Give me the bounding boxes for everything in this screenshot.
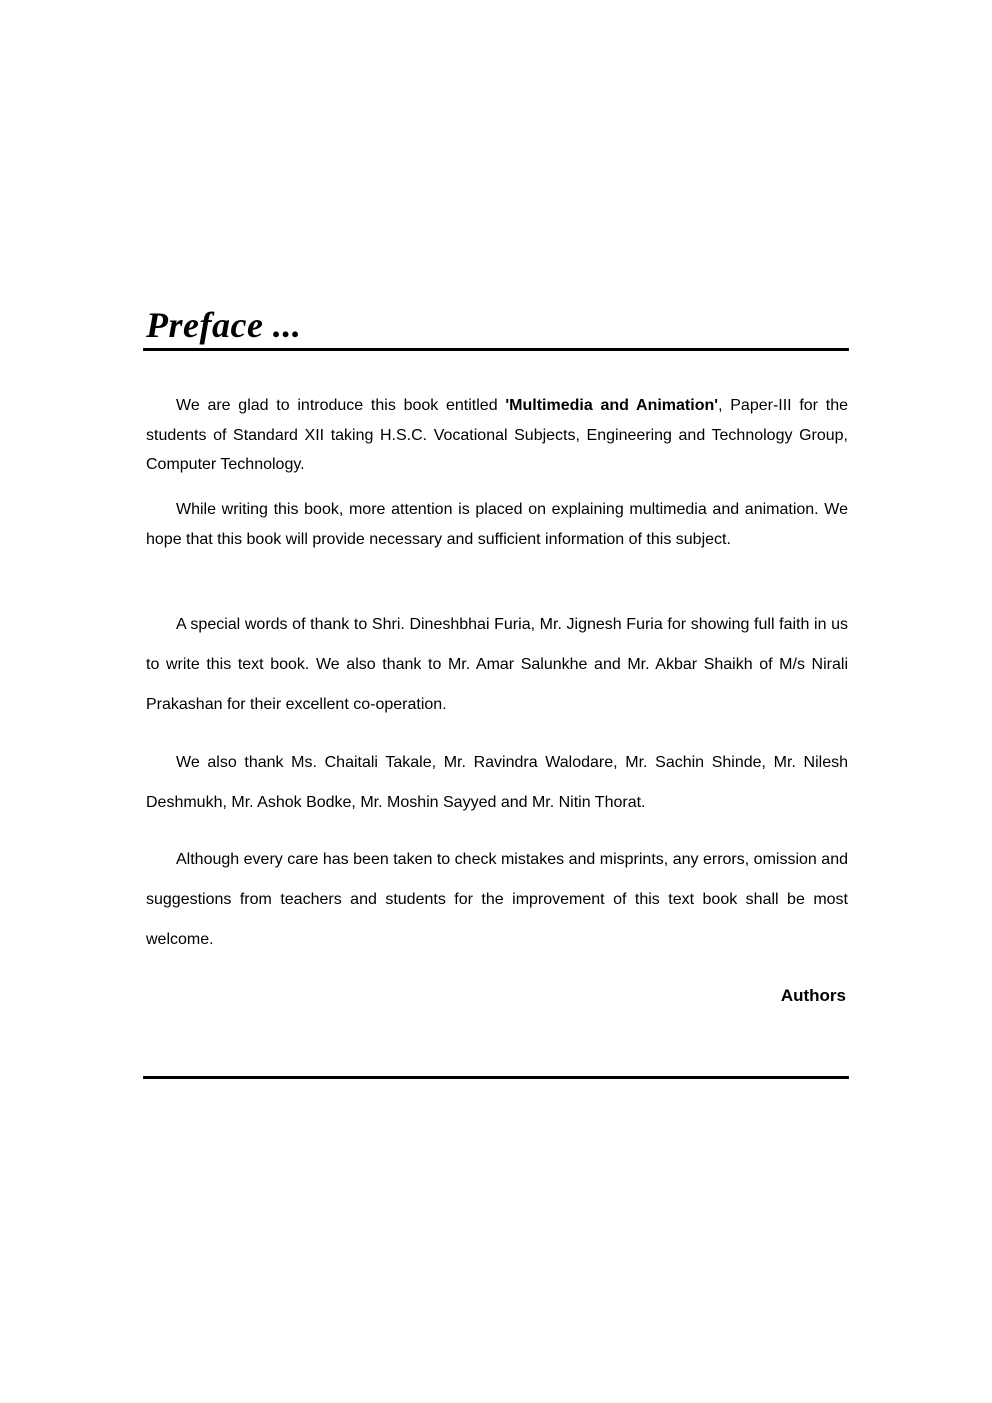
intro-text: We are glad to introduce this book entitled xyxy=(176,397,506,414)
bottom-rule xyxy=(143,1076,849,1079)
book-title: 'Multimedia and Animation' xyxy=(505,397,719,414)
paragraph-purpose: While writing this book, more attention is placed on explaining multimedia and animation. We hope that this book will provide necessary and sufficient information of this subject. xyxy=(146,501,848,548)
title-underline xyxy=(143,348,849,351)
paragraph-feedback: Although every care has been taken to check mistakes and misprints, any errors, omission and suggestions from teachers and students for the improvement of this text book shall be most welcome. xyxy=(146,851,848,948)
paragraph-thanks-team: We also thank Ms. Chaitali Takale, Mr. Ravindra Walodare, Mr. Sachin Shinde, Mr. Nilesh Deshmukh, Mr. Ashok Bodke, Mr. Moshin Sayyed and Mr. Nitin Thorat. xyxy=(146,754,848,811)
paragraph-thanks-publishers: A special words of thank to Shri. Dineshbhai Furia, Mr. Jignesh Furia for showing full faith in us to write this text book. We also thank to Mr. Amar Salunkhe and Mr. Akbar Shaikh of M/s Nirali Prakashan for their excellent co-operation. xyxy=(146,616,848,713)
intro-text-continued: , Paper-III for the students of Standard XII taking H.S.C. Vocational Subjects, Engineering and Technology Group, Computer Technology. xyxy=(146,397,848,473)
authors-signature: Authors xyxy=(780,986,846,1005)
paragraph-intro xyxy=(146,391,848,480)
page-title: Preface ... xyxy=(146,305,302,345)
